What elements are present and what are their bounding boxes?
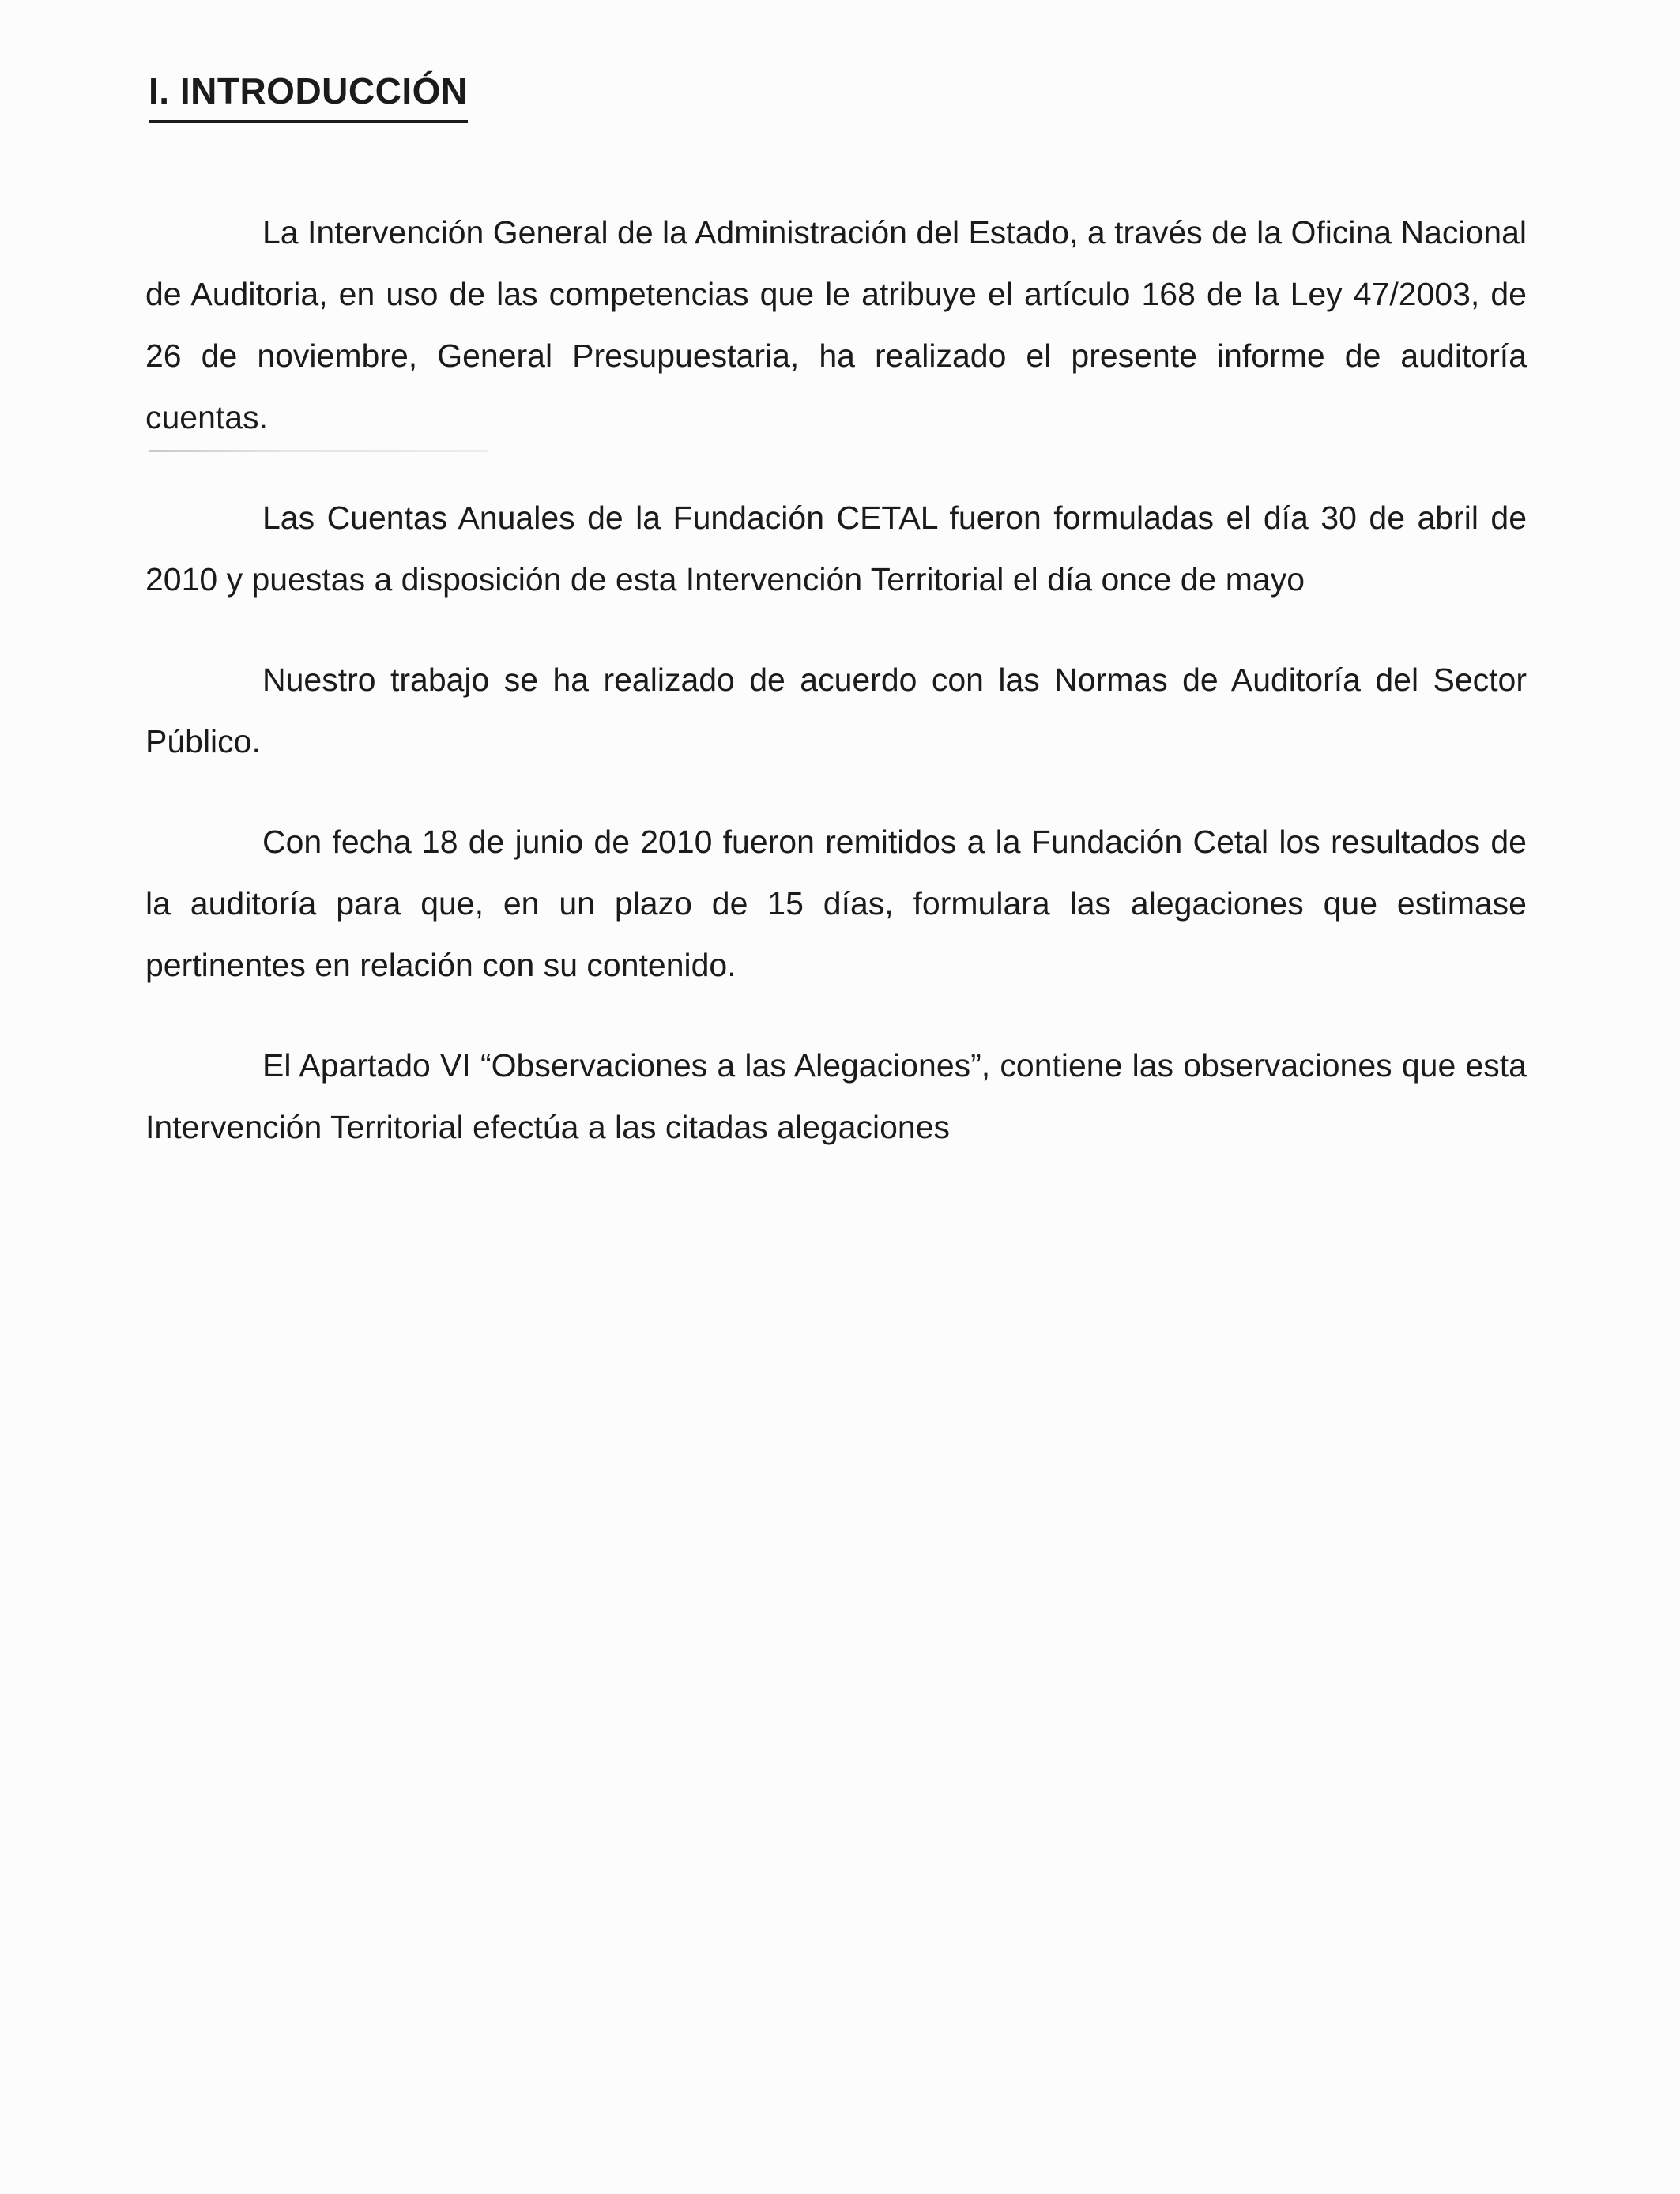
paragraph-resultados: Con fecha 18 de junio de 2010 fueron remitidos a la Fundación Cetal los resultados de la auditoría para que, en un plazo de 15 días, formulara las alegaciones que estimase pertinentes en relación con su contenido. (145, 824, 1527, 983)
section-heading: I. INTRODUCCIÓN (149, 73, 468, 123)
paragraph-cuentas-anuales: Las Cuentas Anuales de la Fundación CETAL fueron formuladas el día 30 de abril de 2010 y puestas a disposición de esta Intervención Territorial el día once de mayo (145, 499, 1527, 598)
paragraph-intro: La Intervención General de la Administración del Estado, a través de la Oficina Nacional de Auditoria, en uso de las competencias que le atribuye el artículo 168 de la Ley 47/2003, de 26 de noviembre, General Presupuestaria, ha realizado el presente informe de auditoría cuentas. (145, 214, 1527, 435)
paragraph-normas: Nuestro trabajo se ha realizado de acuerdo con las Normas de Auditoría del Sector Público. (145, 662, 1527, 760)
document-body (145, 202, 1527, 1197)
paragraph-apartado-vi: El Apartado VI “Observaciones a las Alegaciones”, contiene las observaciones que esta Intervención Territorial efectúa a las citadas alegaciones (145, 1047, 1527, 1145)
